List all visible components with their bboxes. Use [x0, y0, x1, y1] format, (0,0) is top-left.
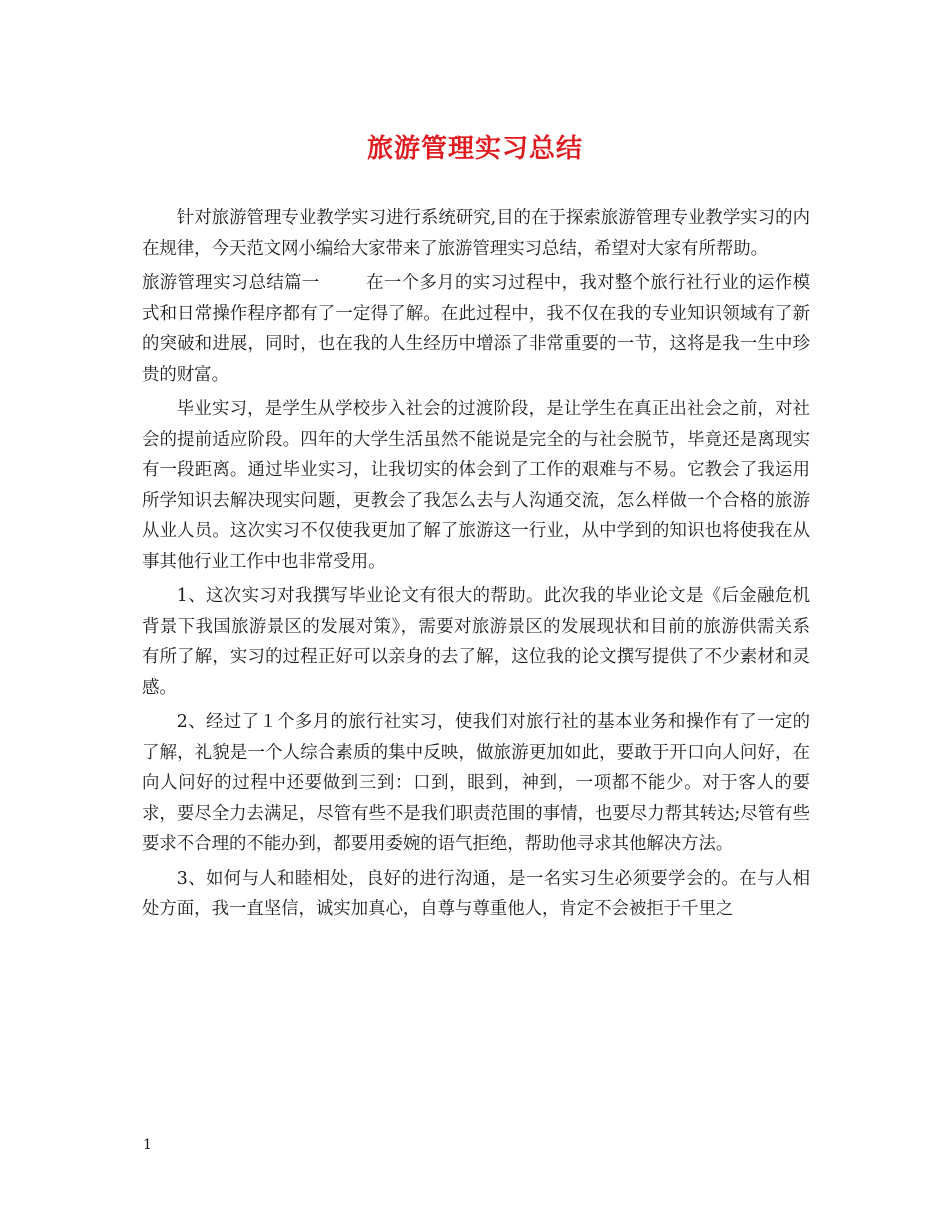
paragraph-point-2: 2、经过了１个多月的旅行社实习，使我们对旅行社的基本业务和操作有了一定的了解，礼貌是一个人综合素质的集中反映，做旅游更加如此，要敢于开口向人问好，在向人问好的过程中还要做到三到：口到，眼到，神到，一项都不能少。对于客人的要求，要尽全力去满足，尽管有些不是我们职责范围的事情，也要尽力帮其转达;尽管有些要求不合理的不能办到，都要用委婉的语气拒绝，帮助他寻求其他解决方法。	[142, 712, 810, 854]
paragraph-point-3: 3、如何与人和睦相处，良好的进行沟通，是一名实习生必须要学会的。在与人相处方面，我一直坚信，诚实加真心，自尊与尊重他人，肯定不会被拒于千里之	[142, 868, 810, 919]
paragraph-point-1: 1、这次实习对我撰写毕业论文有很大的帮助。此次我的毕业论文是《后金融危机背景下我国旅游景区的发展对策》，需要对旅游景区的发展现状和目前的旅游供需关系有所了解，实习的过程正好可以亲身的去了解，这位我的论文撰写提供了不少素材和灵感。	[142, 586, 810, 698]
document-body	[142, 203, 810, 925]
paragraph-section-one	[142, 268, 810, 390]
page-number: 1	[143, 1137, 152, 1153]
section-heading: 旅游管理实习总结篇一	[142, 273, 320, 293]
section-one-text: 在一个多月的实习过程中，我对整个旅行社行业的运作模式和日常操作程序都有了一定得了解。在此过程中，我不仅在我的专业知识领域有了新的突破和进展，同时，也在我的人生经历中增添了非常重要的一节，这将是我一生中珍贵的财富。	[142, 273, 810, 385]
paragraph-graduation-internship: 毕业实习，是学生从学校步入社会的过渡阶段，是让学生在真正出社会之前，对社会的提前适应阶段。四年的大学生活虽然不能说是完全的与社会脱节，毕竟还是离现实有一段距离。通过毕业实习，让我切实的体会到了工作的艰难与不易。它教会了我运用所学知识去解决现实问题，更教会了我怎么去与人沟通交流，怎么样做一个合格的旅游从业人员。这次实习不仅使我更加了解了旅游这一行业，从中学到的知识也将使我在从事其他行业工作中也非常受用。	[142, 399, 810, 572]
paragraph-intro: 针对旅游管理专业教学实习进行系统研究,目的在于探索旅游管理专业教学实习的内在规律，今天范文网小编给大家带来了旅游管理实习总结，希望对大家有所帮助。	[142, 208, 810, 259]
document-title: 旅游管理实习总结	[366, 134, 583, 164]
